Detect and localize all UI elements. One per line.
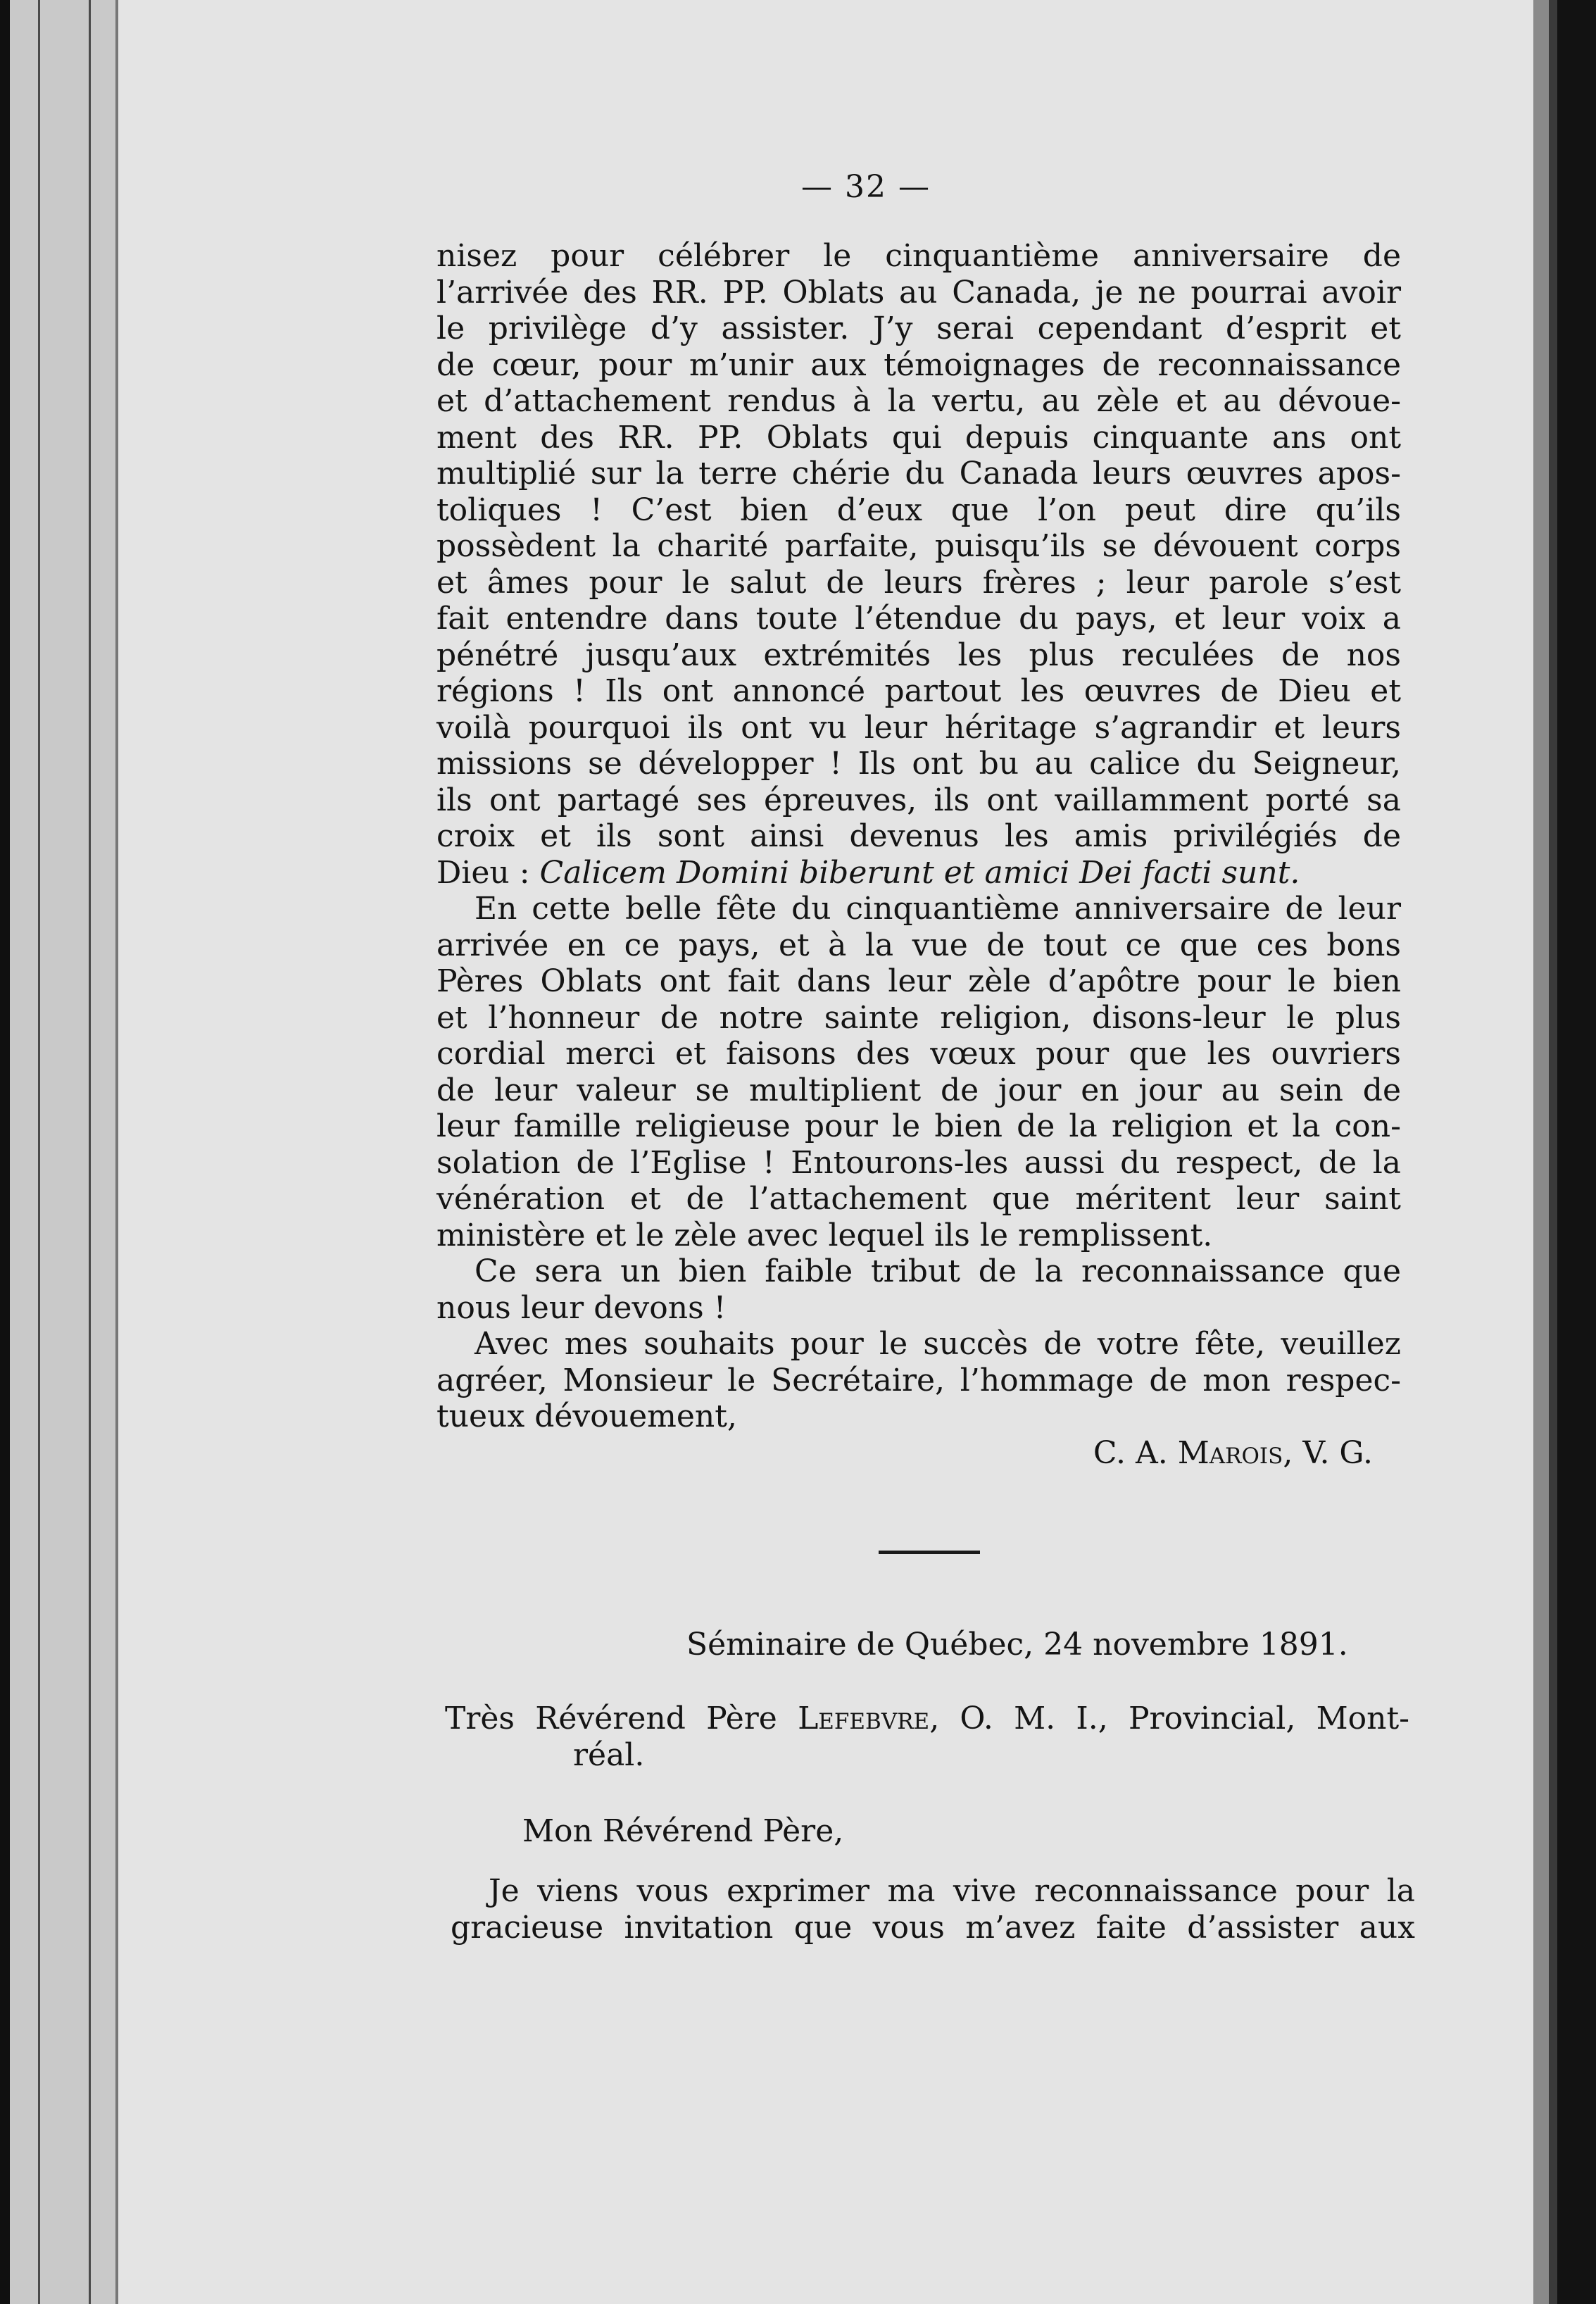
- text-line: ils ont partagé ses épreuves, ils ont vaillamment porté sa: [436, 782, 1401, 818]
- text-line: multiplié sur la terre chérie du Canada leurs œuvres apos-: [436, 456, 1401, 492]
- addressee: [445, 1701, 1409, 1773]
- signature-name: Marois: [1177, 1434, 1283, 1471]
- letter2-body: [451, 1873, 1415, 1946]
- text-line: pénétré jusqu’aux extrémités les plus reculées de nos: [436, 637, 1401, 673]
- text-line: missions se développer ! Ils ont bu au calice du Seigneur,: [436, 746, 1401, 782]
- text-line: voilà pourquoi ils ont vu leur héritage s’agrandir et leurs: [436, 709, 1401, 746]
- text-line: croix et ils sont ainsi devenus les amis privilégiés de: [436, 818, 1401, 854]
- text-line: toliques ! C’est bien d’eux que l’on peut dire qu’ils: [436, 492, 1401, 528]
- page-number: — 32 —: [801, 169, 931, 205]
- salutation: Mon Révérend Père,: [522, 1813, 844, 1849]
- text-span: Très Révérend Père: [445, 1701, 798, 1736]
- scan-right-edge: [1557, 0, 1596, 2304]
- text-line: de cœur, pour m’unir aux témoignages de reconnaissance: [436, 346, 1401, 383]
- addressee-line: [445, 1701, 1409, 1737]
- binding-line: [89, 0, 91, 2304]
- text-line: et d’attachement rendus à la vertu, au zèle et au dévoue-: [436, 383, 1401, 419]
- signature-initials: C. A.: [1093, 1434, 1178, 1471]
- signature: [436, 1435, 1401, 1472]
- text-span: Dieu :: [436, 854, 540, 891]
- signature-title: , V. G.: [1283, 1434, 1373, 1471]
- text-line: l’arrivée des RR. PP. Oblats au Canada, je ne pourrai avoir: [436, 274, 1401, 311]
- text-line: En cette belle fête du cinquantième anniversaire de leur: [475, 891, 1401, 927]
- text-line: possèdent la charité parfaite, puisqu’ils se dévouent corps: [436, 528, 1401, 564]
- scan-left-edge: [0, 0, 10, 2304]
- text-line: Avec mes souhaits pour le succès de votre fête, veuillez: [475, 1326, 1401, 1362]
- text-line: fait entendre dans toute l’étendue du pays, et leur voix a: [436, 601, 1401, 637]
- text-line: nisez pour célébrer le cinquantième anniversaire de: [436, 238, 1401, 274]
- latin-quote-line: [436, 855, 1401, 891]
- text-line: le privilège d’y assister. J’y serai cependant d’esprit et: [436, 311, 1401, 346]
- text-line: leur famille religieuse pour le bien de la religion et la con-: [436, 1108, 1401, 1144]
- binding-margin: [10, 0, 115, 2304]
- addressee-line: réal.: [573, 1736, 645, 1773]
- text-line: et âmes pour le salut de leurs frères ; leur parole s’est: [436, 564, 1401, 601]
- text-line: Ce sera un bien faible tribut de la reconnaissance que: [475, 1253, 1401, 1289]
- letter-body: [436, 238, 1401, 1471]
- text-line: de leur valeur se multiplient de jour en jour au sein de: [436, 1072, 1401, 1108]
- text-line: gracieuse invitation que vous m’avez faite d’assister aux: [451, 1909, 1415, 1946]
- text-line: arrivée en ce pays, et à la vue de tout ce que ces bons: [436, 927, 1401, 963]
- addressee-name: Lefebvre: [798, 1701, 930, 1736]
- binding-line: [38, 0, 40, 2304]
- text-line: agréer, Monsieur le Secrétaire, l’hommage de mon respec-: [436, 1362, 1401, 1398]
- text-span: , O. M. I., Provincial, Mont-: [929, 1701, 1410, 1736]
- dateline: Séminaire de Québec, 24 novembre 1891.: [686, 1627, 1348, 1663]
- text-line: régions ! Ils ont annoncé partout les œuvres de Dieu et: [436, 673, 1401, 709]
- text-line: cordial merci et faisons des vœux pour que les ouvriers: [436, 1036, 1401, 1072]
- latin-quote: Calicem Domini biberunt et amici Dei facti sunt.: [539, 854, 1300, 891]
- text-line: ministère et le zèle avec lequel ils le remplissent.: [436, 1217, 1213, 1253]
- text-line: tueux dévouement,: [436, 1398, 737, 1434]
- text-line: et l’honneur de notre sainte religion, disons-leur le plus: [436, 999, 1401, 1036]
- text-line: vénération et de l’attachement que méritent leur saint: [436, 1181, 1401, 1217]
- text-line: nous leur devons !: [436, 1289, 727, 1326]
- text-line: solation de l’Eglise ! Entourons-les aussi du respect, de la: [436, 1144, 1401, 1181]
- section-divider: [879, 1551, 980, 1554]
- scan-right-edge-inner: [1549, 0, 1557, 2304]
- text-line: ment des RR. PP. Oblats qui depuis cinquante ans ont: [436, 419, 1401, 456]
- text-line: Je viens vous exprimer ma vive reconnaissance pour la: [489, 1873, 1415, 1909]
- text-line: Pères Oblats ont fait dans leur zèle d’apôtre pour le bien: [436, 963, 1401, 999]
